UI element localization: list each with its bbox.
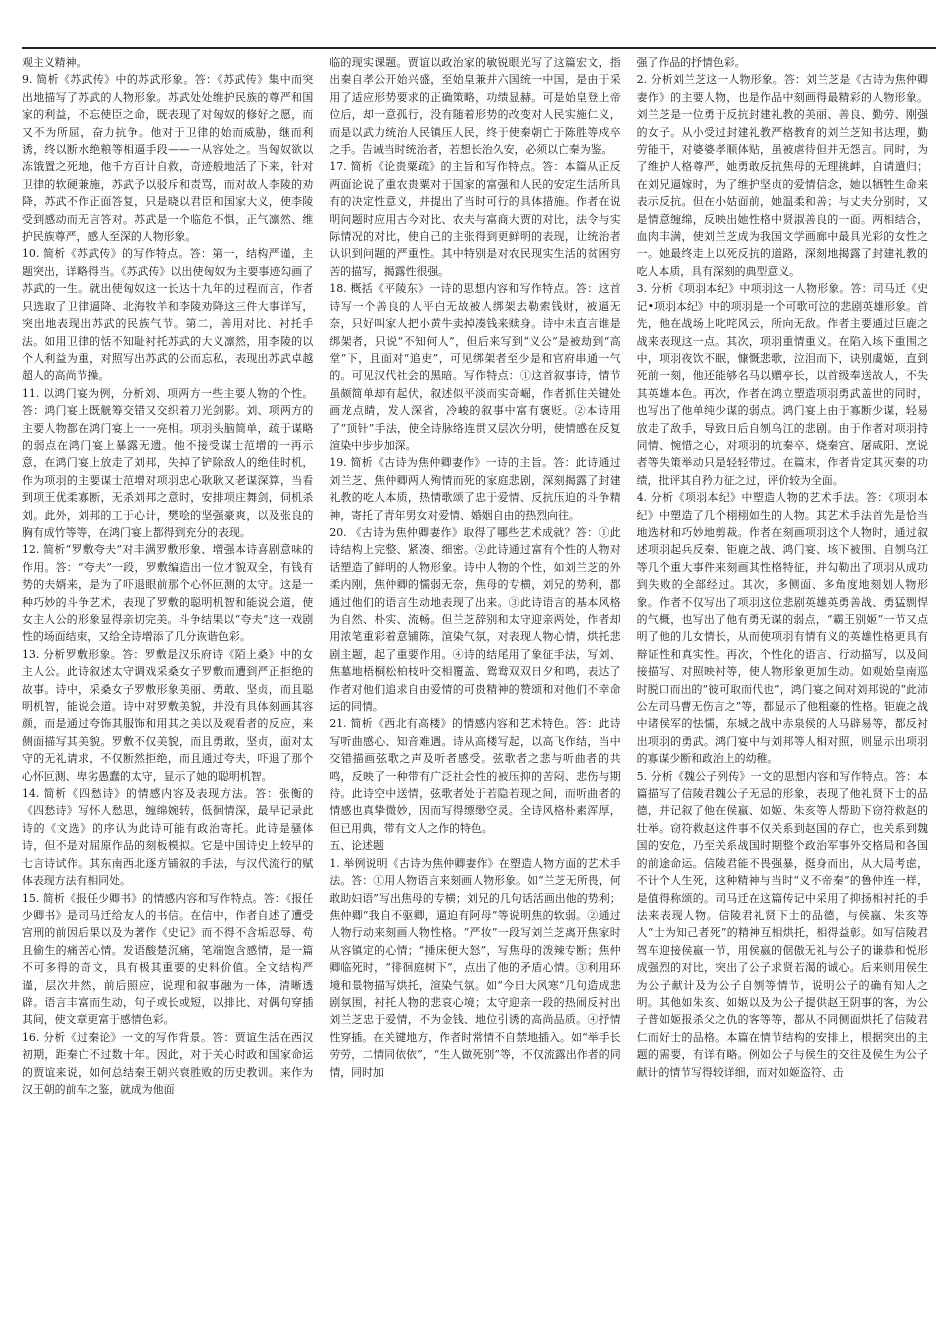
- paragraph: 12. 简析“罗敷夸夫”对丰满罗敷形象、增强本诗喜剧意味的作用。答：“夸夫”一段，罗敷编造出一位才貌双全，有钱有势的夫婿来，是为了吓退眼前那个心怀叵测的太守。这是一种巧妙的斗争艺术，表现了罗敷的聪明机智和能说会道，使女主人公的形象显得亲切完美。斗争结果以“夸夫”这一戏剧性的场面结束，又给全诗增添了几分诙谐色彩。: [22, 543, 314, 644]
- paragraph: 3. 分析《项羽本纪》中项羽这一人物形象。答：司马迁《史记•项羽本纪》中的项羽是一个可歌可泣的悲剧英雄形象。首先，他在战场上叱咤风云，所向无敌。作者主要通过巨鹿之战来表现这一点。其次，项羽重情重义。在陷入垓下重围之中，项羽夜饮不眠，慷慨悲歌，泣泪而下，诀别虞姬，直到死前一刻，他还能够名马以赠亭长，以首级奉送故人，不失其英雄本色。再次，作者在鸿立塑造项羽勇武盖世的同时，也写出了他单纯少谋的弱点。鸿门宴上由于寡断少谋，轻易放走了敌手，导致日后自刎乌江的悲剧。由于作者对项羽持同情、惋惜之心，对项羽的坑秦卒、烧秦宫、屠咸阳、烹说者等失策举动只是轻轻带过。在篇末，作者肯定其灭秦的功绩，批评其自矜力征之过，评价较为全面。: [636, 282, 928, 487]
- column-right: [637, 54, 928, 1338]
- paragraph: 1. 举例说明《古诗为焦仲卿妻作》在塑造人物方面的艺术手法。答：①用人物语言来刻画人物形象。如“兰芝无所畏，何敢助妇语”写出焦母的专横；刘兄的几句话活画出他的势利；焦仲卿“我自不驱卿，逼迫有阿母”等说明焦的软弱。②通过人物行动来刻画人物性格。“严妆”一段写刘兰芝离开焦家时从容镇定的心情；“捶床便大怒”，写焦母的泼辣专断；焦仲卿临死时，“徘徊庭树下”，点出了他的矛盾心情。③利用环境和景物描写烘托，渲染气氛。如“今日大风寒”几句造成悲剧氛围，衬托人物的悲哀心境；太守迎亲一段的热闹反衬出刘兰芝忠于爱情，不为金钱、地位引诱的高尚品质。④抒情性穿插。在关键地方，作者时常情不自禁地插入。如“举手长劳劳，二情同依依”，“生人做死别”等，不仅流露出作者的同情，同时加: [329, 856, 621, 1079]
- paragraph: 18. 概括《平陵东》一诗的思想内容和写作特点。答：这首诗写一个善良的人平白无故被人绑架去勒索钱财，被逼无奈，只好叫家人把小黄牛卖掉凑钱来赎身。诗中未直言谁是绑架者，只说“不知何人”，但后来写到“义公”是被劫到“高堂”下，且面对“追吏”，可见绑架者至少是和官府串通一气的。可见汉代社会的黑暗。写作特点：①这首叙事诗，情节虽颇简单却有起伏，叙述似平淡而实奇崛，作者抓住关键处画龙点睛，发人深省，冷峻的叙事中富有褒贬。②本诗用了“顶针”手法，使全诗脉络连贯又层次分明，使情感在反复渲染中步步加深。: [329, 282, 621, 452]
- paragraph: 临的现实课题。贾谊以政治家的敏锐眼光写了这篇宏文，指出秦自孝公开始兴盛，至始皇兼并六国统一中国，是由于采用了适应形势要求的正确策略，功绩显赫。可是始皇登上帝位后，却一意孤行，没有随着形势的改变对人民实施仁义，而是以武力统治人民镇压人民，终于使秦朝亡于陈胜等戍卒之手。告诫当时统治者，若想长治久安，必须以亡秦为鉴。: [329, 56, 621, 157]
- paragraph: 17. 简析《论贵粟疏》的主旨和写作特点。答：本篇从正反两面论说了重农贵粟对于国家的富强和人民的安定生活所具有的决定性意义，并提出了当时可行的具体措施。作者在说明问题时应用古今对比、农夫与富商大贾的对比，法令与实际情况的对比，使自己的主张得到更鲜明的表现，让统治者认识到问题的严重性。其中特别是对农民现实生活的贫困穷苦的描写，揭露性很强。: [329, 160, 621, 278]
- paragraph: 14. 简析《四愁诗》的情感内容及表现方法。答：张衡的《四愁诗》写怀人愁思，缠绵婉转，低徊情深，最早记录此诗的《文选》的序认为此诗可能有政治寄托。此诗是骚体诗，但不是对屈原作品的刻板模拟。它是中国诗史上较早的七言诗试作。其东南西北逐方铺叙的手法，与汉代流行的赋体表现方法有相同处。: [22, 787, 314, 888]
- paragraph: 20. 《古诗为焦仲卿妻作》取得了哪些艺术成就？答：①此诗结构上完整、紧凑、细密。②此诗通过富有个性的人物对话塑造了鲜明的人物形象。诗中人物的个性，如刘兰芝的外柔内刚，焦仲卿的懦弱无奈，焦母的专横，刘兄的势利，都通过他们的语言生动地表现了出来。③此诗语言的基本风格为自然、朴实、流畅。但兰芝辞别和太守迎亲两处，作者却用浓笔重彩着意铺陈，渲染气氛，对表现人物心情，烘托悲剧主题，起了重要作用。④诗的结尾用了象征手法，写刘、焦墓地梧桐松柏枝叶交相覆盖、鸳鸯双双日夕和鸣，表达了作者对他们追求自由爱情的可贵精神的赞颂和对他们不幸命运的同情。: [329, 525, 621, 714]
- paragraph: 5. 分析《魏公子列传》一文的思想内容和写作特点。答：本篇描写了信陵君魏公子无忌的形象，表现了他礼贤下士的品德，并记叙了他在侯嬴、如姬、朱亥等人帮助下窃符救赵的壮举。窃符救赵这件事不仅关系到赵国的存亡，也关系到魏国的安危，乃至关系战国时期整个政治军事外交格局和各国的前途命运。信陵君能不畏强暴，挺身而出，从大局考虑，不计个人生死，这种精神与当时“义不帝秦”的鲁仲连一样，是值得称颂的。司马迁在这篇传记中采用了抑扬相衬托的手法来表现人物。信陵君礼贤下士的品德，与侯嬴、朱亥等人“士为知己者死”的精神互相烘托，相得益彰。如写信陵君驾车迎接侯嬴一节，用侯嬴的倨傲无礼与公子的谦恭和悦形成强烈的对比，突出了公子求贤若渴的诚心。后来则用侯生为公子献计及为公子自刎等情节，说明公子的确有知人之明。其他如朱亥、如姬以及为公子提供赵王阴事的客，为公子普如姬报杀父之仇的客等等，都从不同侧面烘托了信陵君仁而好士的品格。本篇在情节结构的安排上，根据突出的主题的需要，有详有略。例如公子与侯生的交往及侯生为公子献计的情节写得较详细，而对如姬盗符、击: [636, 769, 928, 1079]
- paragraph: 9. 简析《苏武传》中的苏武形象。答：《苏武传》集中而突出地描写了苏武的人物形象。苏武处处维护民族的尊严和国家的利益，不忘使臣之命，既表现了对匈奴的修好之愿，而又不为所屈，奋力抗争。他对于卫律的始而威胁，继而利诱，终以断水绝粮等相逼手段——一从容处之。当匈奴欲以冻饿置之死地，他千方百计自救，奇迹般地活了下来，针对卫律的软硬兼施，苏武予以驳斥和责骂，而对故人李陵的劝降，苏武不作正面答复，只是晓以君臣和国家大义，使李陵受到感动而无言答对。苏武是一个临危不惧，正气凛然、维护民族尊严，感人至深的人物形象。: [22, 73, 314, 244]
- paragraph: 13. 分析罗敷形象。答：罗敷是汉乐府诗《陌上桑》中的女主人公。此诗叙述太守调戏采桑女子罗敷而遭到严正拒绝的故事。诗中，采桑女子罗敷形象美丽、勇敢、坚贞，而且聪明机智，能说会道。诗中对罗敷美貌，并没有具体刻画其容颜，而是通过夸饰其服饰和用其之美以及观看者的反应，来侧面描写其美貌。罗敷不仅美貌，而且勇敢，坚贞，面对太守的无礼请求，不仅断然拒绝，而且通过夸夫，吓退了那个心怀叵测、卑劣愚蠢的太守，显示了她的聪明机智。: [22, 647, 314, 783]
- document-page: [22, 54, 928, 1338]
- paragraph: 19. 简析《古诗为焦仲卿妻作》一诗的主旨。答：此诗通过刘兰芝、焦仲卿两人殉情而死的家庭悲剧，深刻揭露了封建礼教的吃人本质，热情歌颂了忠于爱情、反抗压迫的斗争精神，寄托了青年男女对爱情、婚姻自由的热烈向往。: [329, 456, 621, 522]
- section-heading: 五、论述题: [329, 839, 384, 853]
- paragraph: 4. 分析《项羽本纪》中塑造人物的艺术手法。答：《项羽本纪》中塑造了几个栩栩如生的人物。其艺术手法首先是恰当地选材和巧妙地剪裁。作者在刻画项羽这个人物时，通过叙述项羽起兵反秦、钜鹿之战、鸿门宴、垓下被围、自刎乌江等几个重大事件来刻画其性格特征，并勾勒出了项羽从成功到失败的全部经过。其次，多侧面、多角度地刻划人物形象。作者不仅写出了项羽这位悲剧英雄英勇善战、勇猛剽悍的气概，也写出了他有勇无谋的弱点，“霸王别姬”一节又点明了他的儿女情长，从而使项羽有情有义的英雄性格更具有辩证性和真实性。再次，个性化的语言、行动描写，以及间接描写、对照映衬等，使人物形象更加生动。如观始皇南巡时脱口而出的“彼可取而代也”，鸿门宴之间对刘邦说的“此沛公左司马曹无伤言之”等，都显示了他粗豪的性格。钜鹿之战中诸侯军的怯懦，东城之战中赤泉侯的人马辟易等，都反衬出项羽的勇武。鸿门宴中与刘邦等人相对照，则显示出项羽的寡谋少断和政治上的幼稚。: [636, 491, 928, 766]
- paragraph: 10. 简析《苏武传》的写作特点。答：第一，结构严谨，主题突出，详略得当。《苏武传》以出使匈奴为主要事迹勾画了苏武的一生。就出使匈奴这一长达十九年的过程而言，作者只选取了卫律逼降、北海牧羊和李陵劝降这三件大事详写，突出地表现出苏武的民族气节。第二，善用对比、衬托手法。如用卫律的恬不知耻衬托苏武的大义凛然，用李陵的以个人利益为重，对照写出苏武的公而忘私，表现出苏武卓越超人的高尚节操。: [22, 247, 314, 383]
- paragraph: 15. 简析《报任少卿书》的情感内容和写作特点。答：《报任少卿书》是司马迁给友人的书信。在信中，作者自述了遭受宫刑的前因后果以及为著作《史记》而不得不含垢忍辱、苟且偷生的痛苦心情。发语酸楚沉痛，笔端饱含感情，是一篇不可多得的奇文，具有极其重要的史料价值。全文结构严谨，层次井然，前后照应，说理和叙事融为一体，清晰透辟。语言丰富而生动，句子或长或短，以排比、对偶句穿插其间，使文章更富于感情色彩。: [22, 891, 314, 1027]
- paragraph: 强了作品的抒情色彩。: [636, 56, 746, 69]
- paragraph: 21. 简析《西北有高楼》的情感内容和艺术特色。答：此诗写听曲感心、知音难遇。诗从高楼写起，以高飞作结，当中交错描画弦歌之声及听者感受。弦歌者之悲与听曲者的共鸣，反映了一种带有广泛社会性的被压抑的苦闷、悲伤与期待。此诗空中送情，弦歌者处于若隐若现之间，而听曲者的情感也真挚微妙，因而写得缥缈空灵。全诗风格朴素浑厚，但已用典，带有文人之作的特色。: [329, 717, 621, 835]
- paragraph: 观主义精神。: [22, 56, 88, 69]
- paragraph: 16. 分析《过秦论》一文的写作背景。答：贾谊生活在西汉初期，距秦亡不过数十年。因此，对于关心时政和国家命运的贾谊来说，如何总结秦王朝兴衰胜败的历史教训。来作为汉王朝的前车之鉴，就成为他面: [22, 1030, 314, 1096]
- column-middle: [329, 54, 620, 1338]
- column-left: [22, 54, 313, 1338]
- paragraph: 11. 以鸿门宴为例，分析刘、项两方一些主要人物的个性。答：鸿门宴上既觥筹交错又交织着刀光剑影。刘、项两方的主要人物都在鸿门宴上一一亮相。项羽头脑简单，疏于谋略的弱点在鸿门宴上暴露无遗。他不接受谋士范增的一再示意，在鸿门宴上放走了刘邦，失掉了铲除敌人的绝佳时机，作为项羽的主要谋士范增对项羽忠心耿耿又老谋深算，当看到项王优柔寡断，无杀刘邦之意时，安排项庄舞剑，伺机杀刘。此外，刘邦的工于心计，樊哙的坚强豪爽，以及张良的胸有成竹等等，在鸿门宴上都得到充分的表现。: [22, 386, 314, 539]
- paragraph: 2. 分析刘兰芝这一人物形象。答：刘兰芝是《古诗为焦仲卿妻作》的主要人物，也是作品中刻画得最精彩的人物形象。刘兰芝是一位勇于反抗封建礼教的美丽、善良、勤劳、刚强的女子。从小受过封建礼教严格教育的刘兰芝知书达理，勤劳能干，对婆婆孝顺体贴，虽被虐待但并无怨言。同时，为了维护人格尊严，她勇敢反抗焦母的无理挑衅，自请遣归；在刘兄逼嫁时，为了维护坚贞的爱情信念，她以牺牲生命来表示反抗。但在小姑面前，她温柔和善；与丈夫分别时，又是情意缠绵，反映出她性格中贤淑善良的一面。两相结合，血肉丰满，使刘兰芝成为我国文学画廊中最具光彩的女性之一。她最终走上以死反抗的道路，深刻地揭露了封建礼教的吃人本质，具有深刻的典型意义。: [636, 73, 928, 278]
- header-rule: [22, 47, 936, 49]
